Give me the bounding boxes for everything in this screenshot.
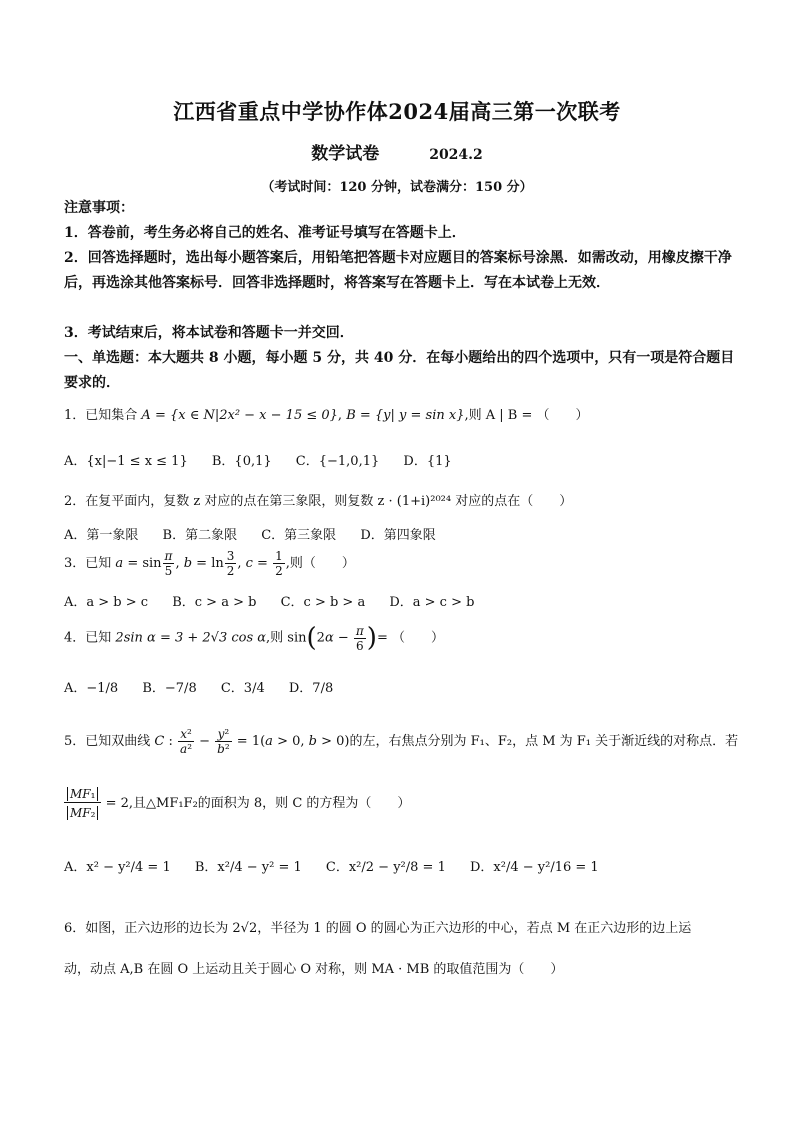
q4-options xyxy=(64,677,744,696)
q4-option-a: A．−1/8 xyxy=(64,681,119,696)
q3-option-b: B．c > a > b xyxy=(172,595,257,610)
q5-mid: 的左，右焦点分别为 F₁、F₂，点 M 为 F₁ 关于渐近线的对称点．若 xyxy=(349,734,739,749)
q4-option-d: D．7/8 xyxy=(288,681,334,696)
question-5: 5．已知双曲线 C : $\frac{\text{x²}}{\text{a²}}$ − $\frac{\text{y²}}{\text{b²}}$ = 1(a > 0, b > 0)的左，右焦点分别为 F₁、F₂，点 M 为 F₁ 关于渐近线的对称点．若 xyxy=(64,727,739,756)
q1-prefix: 1．已知集合 xyxy=(64,408,138,423)
question-5-line-2: $\frac{\text{MF₁}}{\text{MF₂}}$ = 2,且△MF₁F₂的面积为 8，则 C 的方程为（ ） xyxy=(64,786,744,821)
q4-prefix: 4．已知 xyxy=(64,630,112,646)
q3-frac-3-2: $\frac{3}{2}$ xyxy=(226,549,235,578)
q4-tail: = （ ） xyxy=(376,630,444,646)
q1-option-a: A．{x|−1 ≤ x ≤ 1} xyxy=(64,454,188,469)
q5-prefix: 5．已知双曲线 xyxy=(64,734,151,749)
q3-frac-1-2: $\frac{1}{2}$ xyxy=(275,549,283,578)
section-heading: 一、单选题：本大题共 8 小题，每小题 5 分，共 40 分．在每小题给出的四个选项中，只有一项是符合题目要求的． xyxy=(64,350,735,391)
exam-info: （考试时间：120 分钟，试卷满分：150 分） xyxy=(261,180,533,195)
exam-date: 2024.2 xyxy=(429,147,483,163)
q3-option-c: C．c > b > a xyxy=(280,595,366,610)
q1-options xyxy=(64,450,744,469)
q3-frac-pi5: $\frac{\pi}{5}$ xyxy=(164,549,173,578)
q3-option-d: D．a > c > b xyxy=(389,595,475,610)
question-4: 4．已知 2sin α = 3 + 2√3 cos α,则 sin(2α − $\frac{\pi}{6}$ )= （ ） xyxy=(64,623,444,653)
exam-title: 江西省重点中学协作体2024届高三第一次联考 xyxy=(173,99,621,124)
q2-option-a: A．第一象限 xyxy=(64,528,139,543)
question-6-line-2: 动，动点 A,B 在圆 O 上运动且关于圆心 O 对称，则 MA · MB 的取值范围为（ ） xyxy=(64,962,564,977)
question-1: 1．已知集合 A = {x ∈ N|2x² − x − 15 ≤ 0}, B = {y| y = sin x},则 A | B = （ ） xyxy=(64,408,589,423)
q1-set-b: B = {y| y = sin x} xyxy=(346,408,465,423)
question-2: 2．在复平面内，复数 z 对应的点在第三象限，则复数 z · (1+i)²⁰²⁴ 对应的点在（ ） xyxy=(64,494,573,509)
q1-option-d: D．{1} xyxy=(403,454,452,469)
q1-option-b: B．{0,1} xyxy=(211,454,272,469)
q1-set-a: A = {x ∈ N|2x² − x − 15 ≤ 0} xyxy=(141,408,338,423)
q4-option-c: C．3/4 xyxy=(220,681,265,696)
q3-tail: ,则（ ） xyxy=(285,556,355,571)
q2-option-b: B．第二象限 xyxy=(162,528,238,543)
question-3: 3．已知 a = sin $\frac{\pi}{5}$ , b = ln $\frac{3}{2}$ , c = $\frac{1}{2}$ ,则（ ） xyxy=(64,549,355,578)
q3-option-a: A．a > b > c xyxy=(64,595,149,610)
q5-option-d: D．x²/4 − y²/16 = 1 xyxy=(469,860,599,875)
q2-options xyxy=(64,524,744,543)
note-1: 1．答卷前，考生务必将自己的姓名、准考证号填写在答题卡上． xyxy=(64,225,466,241)
note-2: 2．回答选择题时，选出每小题答案后，用铅笔把答题卡对应题目的答案标号涂黑．如需改动，用橡皮擦干净后，再选涂其他答案标号．回答非选择题时，将答案写在答题卡上．写在本试卷上无效． xyxy=(64,250,732,291)
q5-line2: ,且△MF₁F₂的面积为 8，则 C 的方程为（ ） xyxy=(128,796,411,811)
q4-frac-pi6: $\frac{\pi}{6}$ xyxy=(355,623,364,653)
q1-tail: ,则 A | B = （ ） xyxy=(464,408,589,423)
q5-option-a: A．x² − y²/4 = 1 xyxy=(64,860,171,875)
note-3: 3．考试结束后，将本试卷和答题卡一并交回． xyxy=(64,325,354,341)
notes-heading: 注意事项： xyxy=(64,200,134,216)
q5-ratio: $\frac{\text{MF₁}}{\text{MF₂}}$ xyxy=(64,786,101,821)
question-6-line-1: 6．如图，正六边形的边长为 2√2，半径为 1 的圆 O 的圆心为正六边形的中心，若点 M 在正六边形的边上运 xyxy=(64,921,692,936)
q3-options xyxy=(64,591,744,610)
q4-equation: 2sin α = 3 + 2√3 cos α xyxy=(115,630,267,646)
subject-label: 数学试卷 xyxy=(311,144,380,164)
q3-prefix: 3．已知 xyxy=(64,556,112,571)
q5-options xyxy=(64,856,744,875)
q1-option-c: C．{−1,0,1} xyxy=(295,454,380,469)
q5-option-c: C．x²/2 − y²/8 = 1 xyxy=(325,860,446,875)
exam-subtitle xyxy=(0,139,794,164)
q2-option-d: D．第四象限 xyxy=(360,528,436,543)
q4-option-b: B．−7/8 xyxy=(142,681,197,696)
q5-option-b: B．x²/4 − y² = 1 xyxy=(194,860,302,875)
q2-option-c: C．第三象限 xyxy=(261,528,337,543)
